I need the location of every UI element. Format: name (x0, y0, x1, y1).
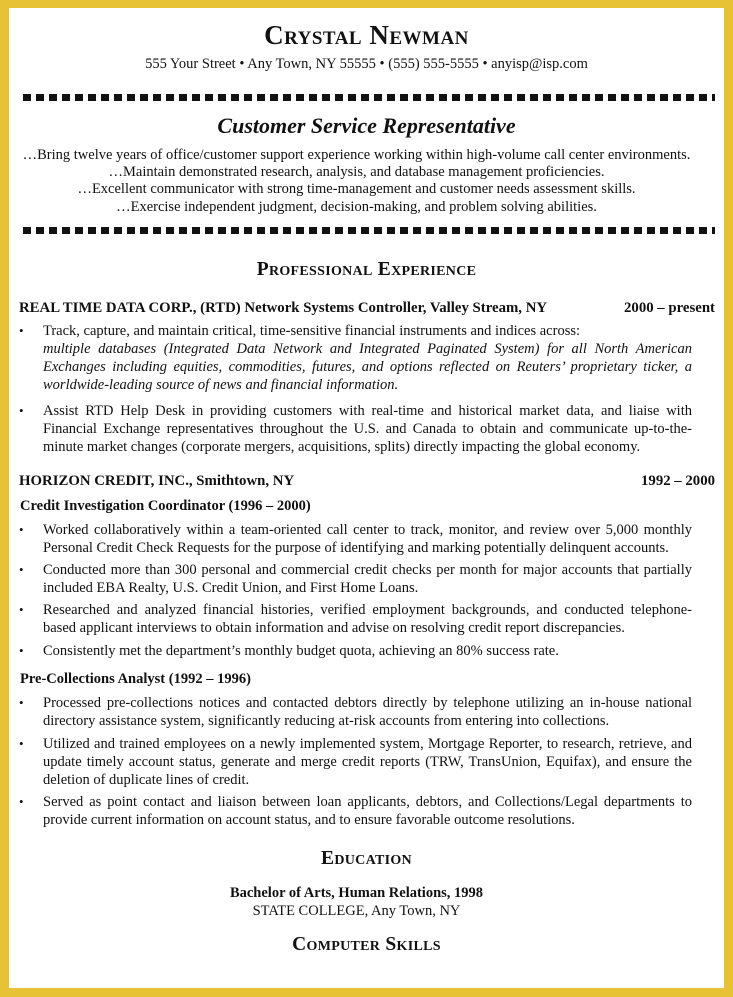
education-section-title: Education (321, 848, 412, 869)
job-employer-title: REAL TIME DATA CORP., (RTD) Network Systems Controller, Valley Stream, NY (19, 300, 548, 316)
bullet-text: Track, capture, and maintain critical, time-sensitive financial instruments and indices across: (43, 323, 581, 339)
candidate-name: Crystal Newman (264, 20, 469, 50)
dotted-divider (23, 227, 715, 234)
skills-section-title: Computer Skills (292, 934, 441, 955)
bullet-text: Consistently met the department’s monthly budget quota, achieving an 80% success rate. (43, 643, 559, 659)
bullet-text: Served as point contact and liaison between loan applicants, debtors, and Collections/Legal departments to provide current information on account status, and to ensure favorable outcome resolutions. (43, 794, 692, 828)
school: STATE COLLEGE, Any Town, NY (252, 903, 461, 919)
bullet-icon: • (19, 643, 24, 658)
job-employer-title: HORIZON CREDIT, INC., Smithtown, NY (19, 473, 295, 489)
summary-line: …Bring twelve years of office/customer support experience working within high-volume call center environments. (22, 147, 691, 163)
list-item (19, 793, 692, 829)
bullet-icon: • (19, 562, 24, 577)
list-item (19, 402, 692, 456)
list-item (19, 322, 692, 394)
list-item (19, 735, 692, 789)
bullet-text: Conducted more than 300 personal and commercial credit checks per month for major accounts that partially included EBA Realty, U.S. Credit Union, and First Home Loans. (43, 562, 692, 596)
bullet-text: Assist RTD Help Desk in providing customers with real-time and historical market data, and liaise with Financial Exchange representatives throughout the U.S. and Canada to obtain and communicate up-to-the-minute market changes (corporate mergers, acquisitions, splits) directly impacting the global economy. (43, 403, 692, 455)
contact-line: 555 Your Street • Any Town, NY 55555 • (555) 555-5555 • anyisp@isp.com (145, 56, 588, 72)
bullet-icon: • (19, 794, 24, 809)
bullet-text: Processed pre-collections notices and contacted debtors directly by telephone utilizing an in-house national directory assistance system, significantly reducing at-risk accounts from entering into collections. (43, 695, 692, 729)
role-title: Pre-Collections Analyst (1992 – 1996) (20, 671, 251, 687)
bullet-text: Utilized and trained employees on a newly implemented system, Mortgage Reporter, to research, retrieve, and update timely account status, generate and merge credit reports (TRW, TransUnion, Equifax), and ensure the deletion of duplicate lines of credit. (43, 736, 692, 788)
job-heading (19, 300, 715, 317)
bullet-text: Researched and analyzed financial histories, verified employment backgrounds, and conducted telephone-based applicant interviews to obtain information and advise on resolving credit report discrepancies. (43, 602, 692, 636)
list-item (19, 694, 692, 730)
bullet-icon: • (19, 602, 24, 617)
list-item (19, 521, 692, 557)
list-item (19, 642, 692, 660)
objective-title: Customer Service Representative (217, 113, 516, 138)
degree: Bachelor of Arts, Human Relations, 1998 (229, 885, 484, 901)
job-heading (19, 473, 715, 490)
list-item (19, 601, 692, 637)
bullet-icon: • (19, 522, 24, 537)
bullet-text: Worked collaboratively within a team-oriented call center to track, monitor, and review over 5,000 monthly Personal Credit Check Requests for the purpose of identifying and marking potentially delinquent accounts. (43, 522, 692, 556)
bullet-icon: • (19, 403, 24, 418)
list-item (19, 561, 692, 597)
bullet-icon: • (19, 323, 24, 338)
job-dates: 1992 – 2000 (641, 473, 715, 489)
experience-section-title: Professional Experience (256, 259, 477, 280)
bullet-detail: multiple databases (Integrated Data Network and Integrated Paginated System) for all North American Exchanges including equities, commodities, futures, and options reflected on Reuters’ proprietary ticker, a worldwide-leading source of news and financial information. (43, 341, 692, 393)
role-title: Credit Investigation Coordinator (1996 – 2000) (20, 498, 311, 514)
job-dates: 2000 – present (624, 300, 715, 316)
bullet-icon: • (19, 736, 24, 751)
bullet-icon: • (19, 695, 24, 710)
dotted-divider (23, 94, 715, 101)
summary-line: …Maintain demonstrated research, analysis, and database management proficiencies. (108, 164, 605, 180)
resume-page (9, 8, 724, 988)
summary-line: …Excellent communicator with strong time-management and customer needs assessment skills. (77, 181, 636, 197)
summary-line: …Exercise independent judgment, decision-making, and problem solving abilities. (116, 199, 597, 215)
